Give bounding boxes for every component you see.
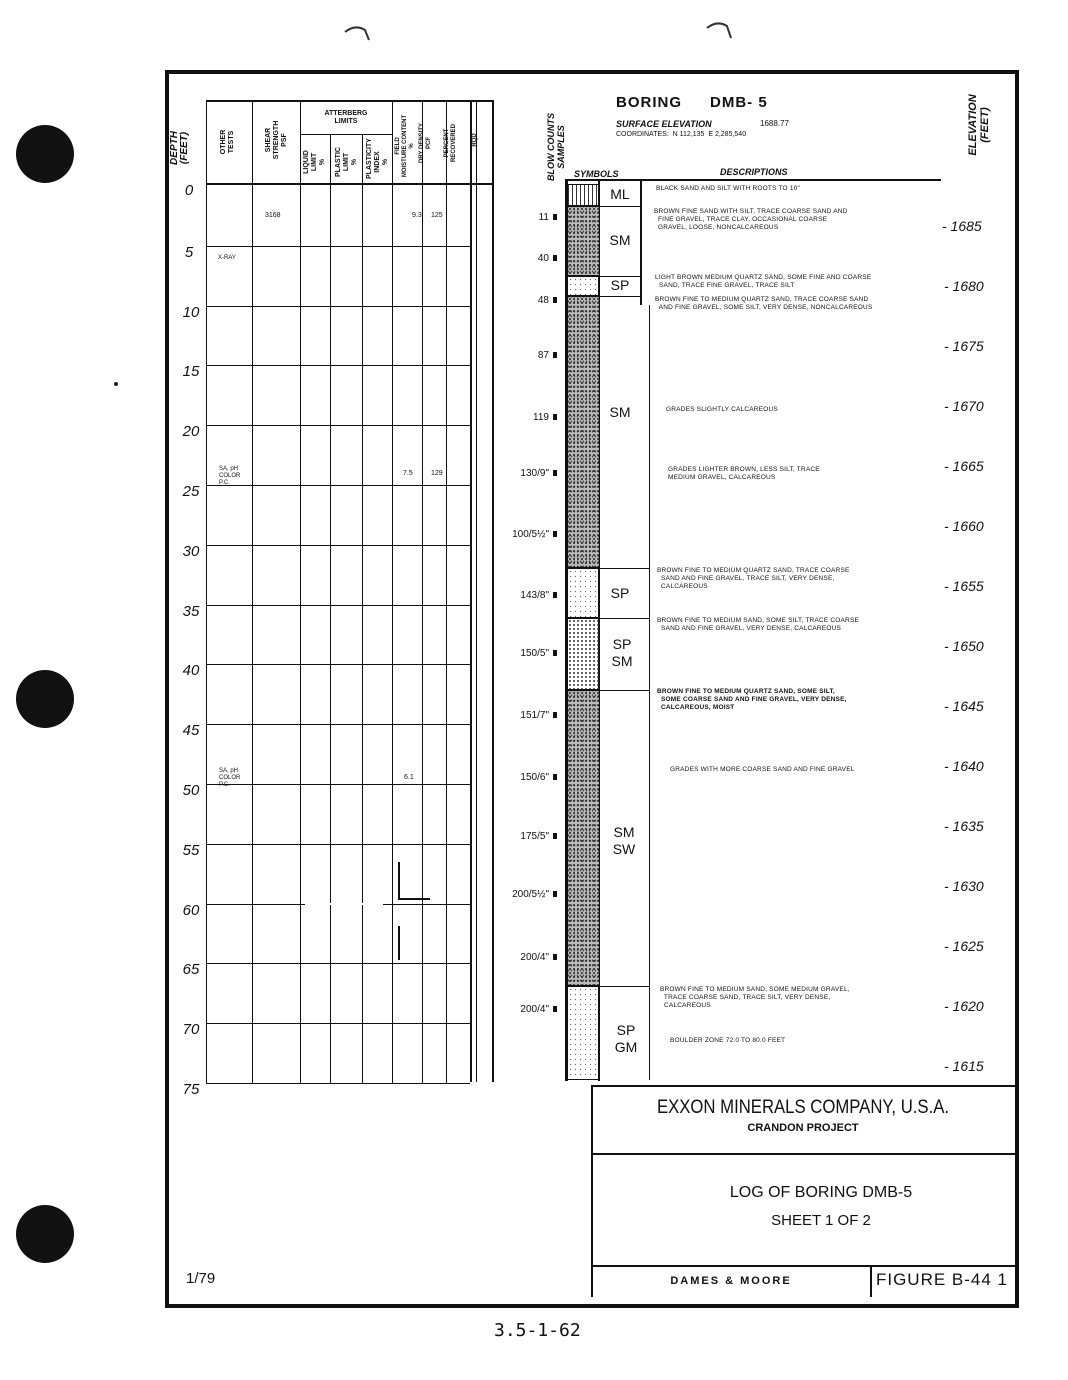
atterberg-limits-header: ATTERBERG LIMITS (324, 110, 368, 125)
elevation-label: - 1620 (944, 998, 984, 1014)
plasticity-index-header: PLASTICITY INDEX % (366, 138, 389, 179)
table-column-line (476, 100, 477, 1082)
depth-label: 15 (182, 363, 200, 380)
lith-sm-sw (567, 690, 600, 986)
elevation-label: - 1665 (944, 458, 984, 474)
moisture-value-3: 6.1 (404, 774, 414, 781)
depth-gridline (206, 963, 470, 964)
symbols-header: SYMBOLS (574, 169, 619, 179)
depth-label: 0 (184, 182, 194, 199)
description-4: BROWN FINE TO MEDIUM QUARTZ SAND, TRACE COARSE SAND AND FINE GRAVEL, SOME SILT, VERY DENSE, NONCALCAREOUS (655, 296, 873, 311)
project-name: CRANDON PROJECT (747, 1122, 859, 1134)
sample-marker (553, 414, 557, 420)
table-column-line (470, 100, 472, 1082)
blow-count-value: 143/8" (520, 590, 549, 601)
depth-gridline (206, 425, 470, 426)
atterberg-divider (300, 134, 392, 135)
firm-name: DAMES & MOORE (670, 1275, 792, 1287)
lith-sm-1 (567, 206, 600, 276)
descriptions-header: DESCRIPTIONS (720, 167, 788, 177)
elevation-label: - 1670 (944, 398, 984, 414)
sample-marker (553, 774, 557, 780)
description-11: BROWN FINE TO MEDIUM SAND, SOME MEDIUM GRAVEL, TRACE COARSE SAND, TRACE SILT, VERY DENSE, CALCAREOUS (660, 986, 850, 1009)
sample-marker (553, 592, 557, 598)
blow-count (497, 350, 557, 361)
description-3: LIGHT BROWN MEDIUM QUARTZ SAND, SOME FINE AND COARSE SAND, TRACE FINE GRAVEL, TRACE SILT (655, 274, 872, 289)
blow-count (497, 772, 557, 783)
depth-label: 55 (182, 842, 200, 859)
blow-count-value: 100/5½" (512, 529, 549, 540)
layer-line-ml (598, 206, 642, 207)
blow-count (497, 529, 557, 540)
plastic-limit-header: PLASTIC LIMIT % (335, 147, 358, 177)
blow-count-value: 119 (533, 412, 549, 423)
depth-gridline (206, 306, 470, 307)
blow-count (497, 889, 557, 900)
depth-gridline (206, 246, 470, 247)
sample-marker (553, 650, 557, 656)
sample-marker (553, 891, 557, 897)
blow-count-value: 130/9" (520, 468, 549, 479)
figure-number: FIGURE B-44 1 (875, 1270, 1009, 1289)
sheet-number: SHEET 1 OF 2 (771, 1212, 871, 1229)
blow-count-value: 200/4" (520, 952, 549, 963)
sample-marker (553, 214, 557, 220)
blow-count (497, 590, 557, 601)
sample-marker (553, 712, 557, 718)
break-mark-vert-2 (398, 926, 400, 960)
boring-title: BORING DMB- 5 (616, 94, 768, 111)
depth-label: 70 (182, 1021, 200, 1038)
lith-sp-sm (567, 618, 600, 690)
dry-density-header: DRY DENSITY PCF (419, 123, 432, 164)
depth-label: 25 (182, 483, 200, 500)
shear-value-1: 3168 (265, 212, 281, 219)
break-mark-vert-1 (398, 862, 400, 898)
blow-count (497, 468, 557, 479)
blow-count-value: 87 (537, 350, 549, 361)
binder-hole-bottom (16, 1205, 74, 1263)
elevation-label: - 1660 (944, 518, 984, 534)
symbol-sm-2: SM (609, 404, 631, 420)
symbol-sp-sm: SP SM (611, 636, 633, 669)
description-5: GRADES SLIGHTLY CALCAREOUS (666, 406, 778, 413)
liquid-limit-header: LIQUID LIMIT % (303, 150, 326, 174)
layer-line-sm2 (598, 568, 650, 569)
company-name: EXXON MINERALS COMPANY, U.S.A. (656, 1097, 950, 1118)
symbol-column-right-border-2 (649, 305, 650, 1080)
break-mark-horiz (398, 898, 430, 900)
other-test-sa-1: SA, pH COLOR P.C. (219, 466, 241, 486)
binder-hole-top (16, 125, 74, 183)
moisture-content-header: FIELD MOISTURE CONTENT % (395, 114, 415, 178)
title-block-divider-1 (591, 1153, 1015, 1155)
symbol-sm-1: SM (609, 232, 631, 248)
description-10: GRADES WITH MORE COARSE SAND AND FINE GRAVEL (670, 766, 855, 773)
table-column-line (492, 100, 494, 1082)
other-test-sa-2: SA, pH COLOR P.C. (219, 768, 241, 788)
symbol-ml: ML (610, 186, 630, 202)
title-block-divider-2 (591, 1265, 1015, 1267)
blow-count (497, 710, 557, 721)
table-column-line (392, 100, 393, 1083)
depth-gridline (206, 784, 470, 785)
elevation-axis-label: ELEVATION (FEET) (967, 94, 991, 156)
depth-gridline (206, 545, 470, 546)
table-top-line (206, 100, 492, 102)
other-test-xray: X-RAY (218, 255, 236, 261)
stray-dot (114, 382, 118, 386)
surface-elevation-label: SURFACE ELEVATION (616, 119, 712, 129)
depth-gridline (206, 724, 470, 725)
lith-sp-1 (567, 276, 600, 296)
blow-count-value: 200/5½" (512, 889, 549, 900)
depth-label: 75 (182, 1081, 200, 1098)
blow-count-value: 151/7" (520, 710, 549, 721)
blow-count-value: 150/5" (520, 648, 549, 659)
description-7: BROWN FINE TO MEDIUM QUARTZ SAND, TRACE COARSE SAND AND FINE GRAVEL, TRACE SILT, VERY DENSE, CALCAREOUS (657, 567, 850, 590)
sample-marker (553, 470, 557, 476)
moisture-value-1: 9.3 (412, 212, 422, 219)
blow-count (497, 1004, 557, 1015)
table-column-line (252, 100, 253, 1083)
density-value-1: 125 (431, 212, 443, 219)
depth-gridline (206, 365, 470, 366)
other-tests-header: OTHER TESTS (220, 129, 235, 155)
elevation-label: - 1625 (944, 938, 984, 954)
shear-strength-header: SHEAR STRENGTH PSF (265, 120, 288, 160)
depth-label: 60 (182, 902, 200, 919)
descriptions-header-line (565, 179, 941, 181)
symbol-sm-sw: SM SW (612, 824, 636, 857)
table-column-line (422, 100, 423, 1083)
blow-count-value: 200/4" (520, 1004, 549, 1015)
blow-count (497, 831, 557, 842)
symbol-sp-1: SP (610, 277, 630, 293)
depth-gridline (206, 844, 470, 845)
depth-gridline (206, 485, 470, 486)
log-title: LOG OF BORING DMB-5 (729, 1184, 913, 1201)
blow-count-value: 40 (537, 253, 549, 264)
lith-sp-2 (567, 568, 600, 618)
depth-gridline (206, 1023, 470, 1024)
elevation-label: - 1675 (944, 338, 984, 354)
elevation-label: - 1685 (942, 218, 982, 234)
sample-marker (553, 352, 557, 358)
description-9: BROWN FINE TO MEDIUM QUARTZ SAND, SOME SILT, SOME COARSE SAND AND FINE GRAVEL, VERY DENSE, CALCAREOUS, MOIST (657, 688, 847, 711)
symbol-sp-gm: SP GM (614, 1022, 638, 1055)
blow-count-value: 11 (538, 212, 549, 223)
sample-marker (553, 954, 557, 960)
elevation-label: - 1650 (944, 638, 984, 654)
sample-marker (553, 531, 557, 537)
depth-gridline (206, 664, 470, 665)
elevation-label: - 1640 (944, 758, 984, 774)
table-column-line (300, 100, 301, 1083)
depth-label: 35 (182, 603, 200, 620)
sample-marker (553, 255, 557, 261)
elevation-label: - 1630 (944, 878, 984, 894)
depth-label: 20 (182, 423, 200, 440)
depth-label: 5 (184, 244, 194, 261)
description-6: GRADES LIGHTER BROWN, LESS SILT, TRACE MEDIUM GRAVEL, CALCAREOUS (668, 466, 820, 481)
description-12: BOULDER ZONE 72.0 TO 80.0 FEET (670, 1037, 786, 1044)
binder-hole-middle (16, 670, 74, 728)
depth-label: 10 (182, 304, 200, 321)
blow-count (497, 412, 557, 423)
depth-label: 45 (182, 722, 200, 739)
sample-marker (553, 1006, 557, 1012)
date: 1/79 (186, 1270, 216, 1287)
scan-mark-right (705, 18, 735, 42)
scan-mark-left (343, 22, 373, 42)
blow-count (497, 295, 557, 306)
depth-axis-label: DEPTH (FEET) (169, 131, 190, 165)
surface-elevation-value: 1688.77 (760, 119, 789, 128)
sample-marker (553, 297, 557, 303)
table-column-line (206, 100, 207, 1083)
density-value-2: 129 (431, 470, 443, 477)
symbol-sp-2: SP (610, 585, 630, 601)
table-column-line (362, 134, 363, 1083)
coordinates: COORDINATES: N 112,135 E 2,285,540 (616, 131, 747, 138)
elevation-label: - 1615 (944, 1058, 984, 1074)
elevation-label: - 1655 (944, 578, 984, 594)
table-column-line (446, 100, 447, 1083)
lith-ml (567, 184, 600, 206)
description-2: BROWN FINE SAND WITH SILT, TRACE COARSE SAND AND FINE GRAVEL, TRACE CLAY, OCCASIONAL COARSE GRAVEL, LOOSE, NONCALCAREOUS (654, 208, 848, 231)
blow-count (497, 648, 557, 659)
blow-count (497, 952, 557, 963)
description-8: BROWN FINE TO MEDIUM SAND, SOME SILT, TRACE COARSE SAND AND FINE GRAVEL, VERY DENSE, CALCAREOUS (657, 617, 860, 632)
depth-label: 40 (182, 662, 200, 679)
layer-line-smsw (598, 986, 650, 987)
depth-gridline (206, 1083, 470, 1084)
sample-marker (553, 833, 557, 839)
lith-sm-2 (567, 296, 600, 568)
blow-count (497, 212, 557, 223)
blow-count (497, 253, 557, 264)
description-1: BLACK SAND AND SILT WITH ROOTS TO 10" (656, 185, 800, 192)
blow-counts-label: BLOW COUNTS SAMPLES (546, 113, 566, 181)
lith-sp-gm (567, 986, 600, 1080)
layer-line-sp2 (598, 618, 650, 619)
moisture-value-2: 7.5 (403, 470, 413, 477)
layer-line-sp1 (598, 296, 642, 297)
rqd-header: RQD (472, 133, 478, 147)
depth-label: 65 (182, 961, 200, 978)
table-header-bottom-line (206, 183, 492, 185)
elevation-label: - 1635 (944, 818, 984, 834)
depth-label: 30 (182, 543, 200, 560)
elevation-label: - 1680 (944, 278, 984, 294)
boring-id: DMB- 5 (710, 94, 768, 111)
symbol-column-right-border (640, 181, 642, 305)
depth-label: 50 (182, 782, 200, 799)
break-mark-left (305, 903, 383, 905)
layer-line-spsm (598, 690, 650, 691)
page-number: 3.5-1-62 (494, 1320, 581, 1341)
elevation-label: - 1645 (944, 698, 984, 714)
blow-count-value: 175/5" (520, 831, 549, 842)
table-column-line (330, 134, 331, 1083)
blow-count-value: 150/6" (520, 772, 549, 783)
blow-count-value: 48 (537, 295, 549, 306)
depth-gridline (206, 605, 470, 606)
percent-recovered-header: PERCENT RECOVERED (444, 124, 457, 163)
